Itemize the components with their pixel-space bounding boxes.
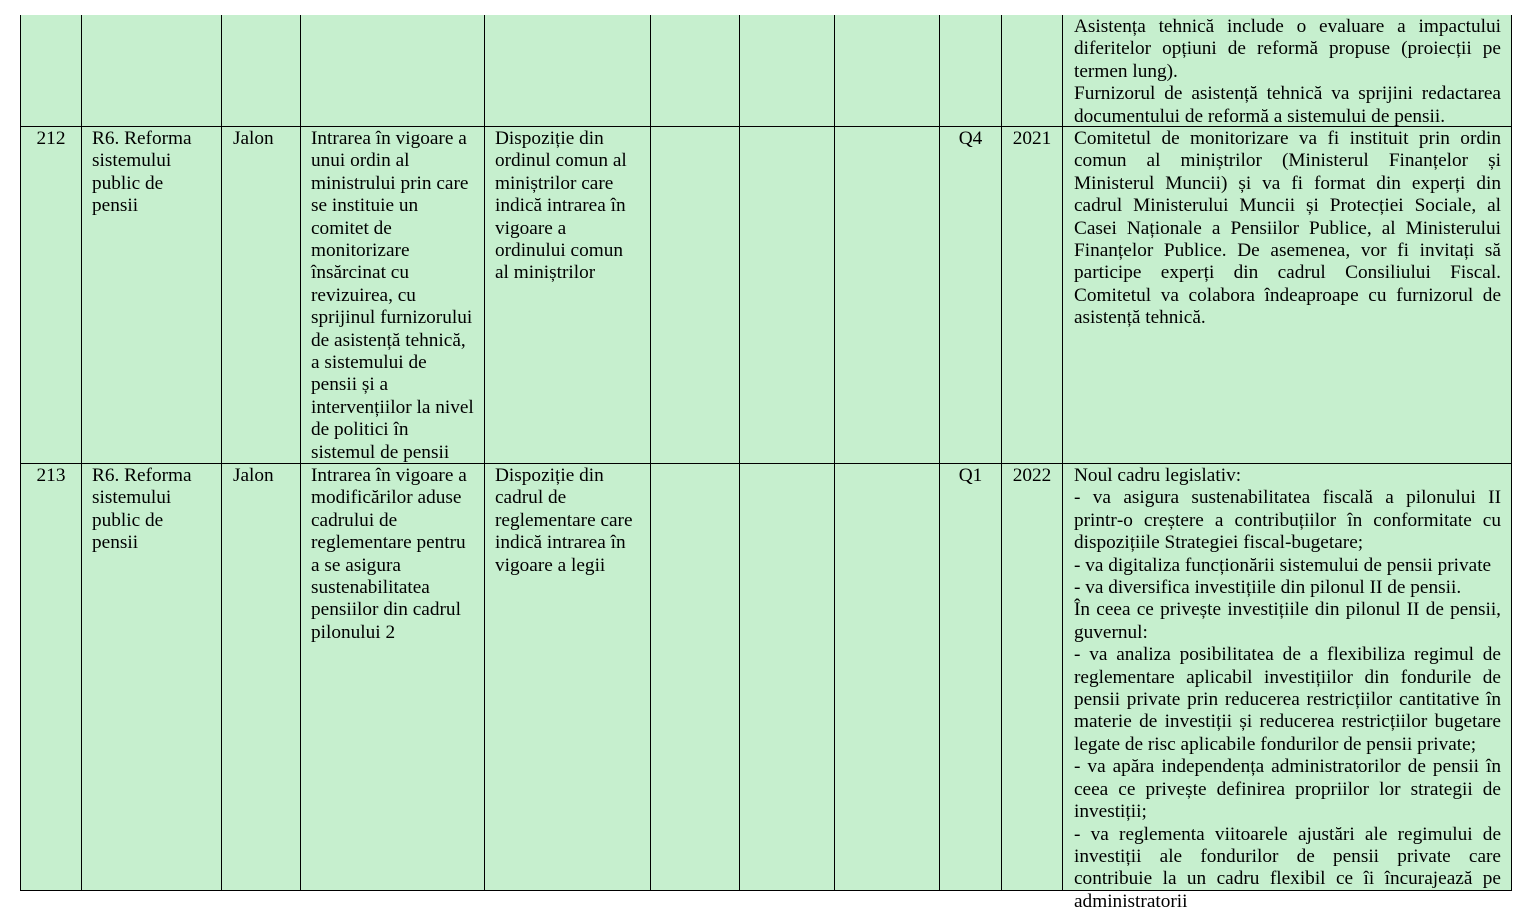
description-paragraph: - va diversifica investițiile din pilonul II de pensii. xyxy=(1074,577,1501,599)
cell-baseline xyxy=(740,464,835,891)
milestones-table xyxy=(20,15,1512,891)
cell-quarter xyxy=(940,15,1002,127)
cell-unit xyxy=(651,15,740,127)
cell-number: 213 xyxy=(21,464,82,891)
cell-number xyxy=(21,15,82,127)
cell-name xyxy=(301,15,485,127)
table-row xyxy=(21,464,1512,891)
cell-type: Jalon xyxy=(222,464,301,891)
description-paragraph: - va reglementa viitoarele ajustări ale regimului de investiții ale fondurilor de pensii private care contribuie la un cadru flexibil ce îi încurajează pe administratorii xyxy=(1074,824,1501,913)
description-paragraph: Comitetul de monitorizare va fi instituit prin ordin comun al miniștrilor (Ministerul Finanțelor și Ministerul Muncii) și va fi format din experți din cadrul Ministerului Muncii și Protecției Sociale, al Casei Naționale a Pensiilor Publice, al Ministerului Finanțelor Publice. De asemenea, vor fi invitați să participe experți din cadrul Consiliului Fiscal. Comitetul va colabora îndeaproape cu furnizorul de asistență tehnică. xyxy=(1074,128,1501,330)
cell-target xyxy=(835,127,940,464)
cell-indicator: Dispoziție din cadrul de reglementare care indică intrarea în vigoare a legii xyxy=(485,464,651,891)
table-row xyxy=(21,127,1512,464)
description-paragraph: - va asigura sustenabilitatea fiscală a pilonului II printr-o creștere a contribuțiilor în conformitate cu dispozițiile Strategiei fiscal-bugetare; xyxy=(1074,487,1501,554)
description-paragraph: - va digitaliza funcționării sistemului de pensii private xyxy=(1074,555,1501,577)
cell-year: 2022 xyxy=(1002,464,1063,891)
cell-indicator: Dispoziție din ordinul comun al miniștrilor care indică intrarea în vigoare a ordinului comun al miniștrilor xyxy=(485,127,651,464)
description-paragraph: - va apăra independența administratorilor de pensii în ceea ce privește definirea propriilor lor strategii de investiții; xyxy=(1074,756,1501,823)
description-paragraph: În ceea ce privește investițiile din pilonul II de pensii, guvernul: xyxy=(1074,599,1501,644)
cell-description xyxy=(1063,464,1512,891)
cell-measure xyxy=(82,15,222,127)
cell-unit xyxy=(651,127,740,464)
cell-year: 2021 xyxy=(1002,127,1063,464)
cell-indicator xyxy=(485,15,651,127)
cell-type: Jalon xyxy=(222,127,301,464)
cell-quarter: Q1 xyxy=(940,464,1002,891)
cell-type xyxy=(222,15,301,127)
cell-target xyxy=(835,464,940,891)
cell-name: Intrarea în vigoare a modificărilor aduse cadrului de reglementare pentru a se asigura sustenabilitatea pensiilor din cadrul pilonului 2 xyxy=(301,464,485,891)
cell-unit xyxy=(651,464,740,891)
table-row xyxy=(21,15,1512,127)
cell-baseline xyxy=(740,127,835,464)
cell-measure: R6. Reforma sistemului public de pensii xyxy=(82,127,222,464)
description-paragraph: - va analiza posibilitatea de a flexibiliza regimul de reglementare aplicabil investițiilor din fondurile de pensii private prin reducerea restricțiilor cantitative în materie de investiții și reducerea restricțiilor bugetare legate de risc aplicabile fondurilor de pensii private; xyxy=(1074,644,1501,756)
cell-baseline xyxy=(740,15,835,127)
description-paragraph: Furnizorul de asistență tehnică va sprijini redactarea documentului de reformă a sistemului de pensii. xyxy=(1074,83,1501,128)
cell-target xyxy=(835,15,940,127)
cell-description xyxy=(1063,127,1512,464)
description-paragraph: Asistența tehnică include o evaluare a impactului diferitelor opțiuni de reformă propuse (proiecții pe termen lung). xyxy=(1074,16,1501,83)
cell-measure: R6. Reforma sistemului public de pensii xyxy=(82,464,222,891)
cell-quarter: Q4 xyxy=(940,127,1002,464)
description-paragraph: Noul cadru legislativ: xyxy=(1074,465,1501,487)
cell-number: 212 xyxy=(21,127,82,464)
cell-description xyxy=(1063,15,1512,127)
cell-year xyxy=(1002,15,1063,127)
cell-name: Intrarea în vigoare a unui ordin al ministrului prin care se instituie un comitet de monitorizare însărcinat cu revizuirea, cu sprijinul furnizorului de asistență tehnică, a sistemului de pensii și a intervențiilor la nivel de politici în sistemul de pensii xyxy=(301,127,485,464)
